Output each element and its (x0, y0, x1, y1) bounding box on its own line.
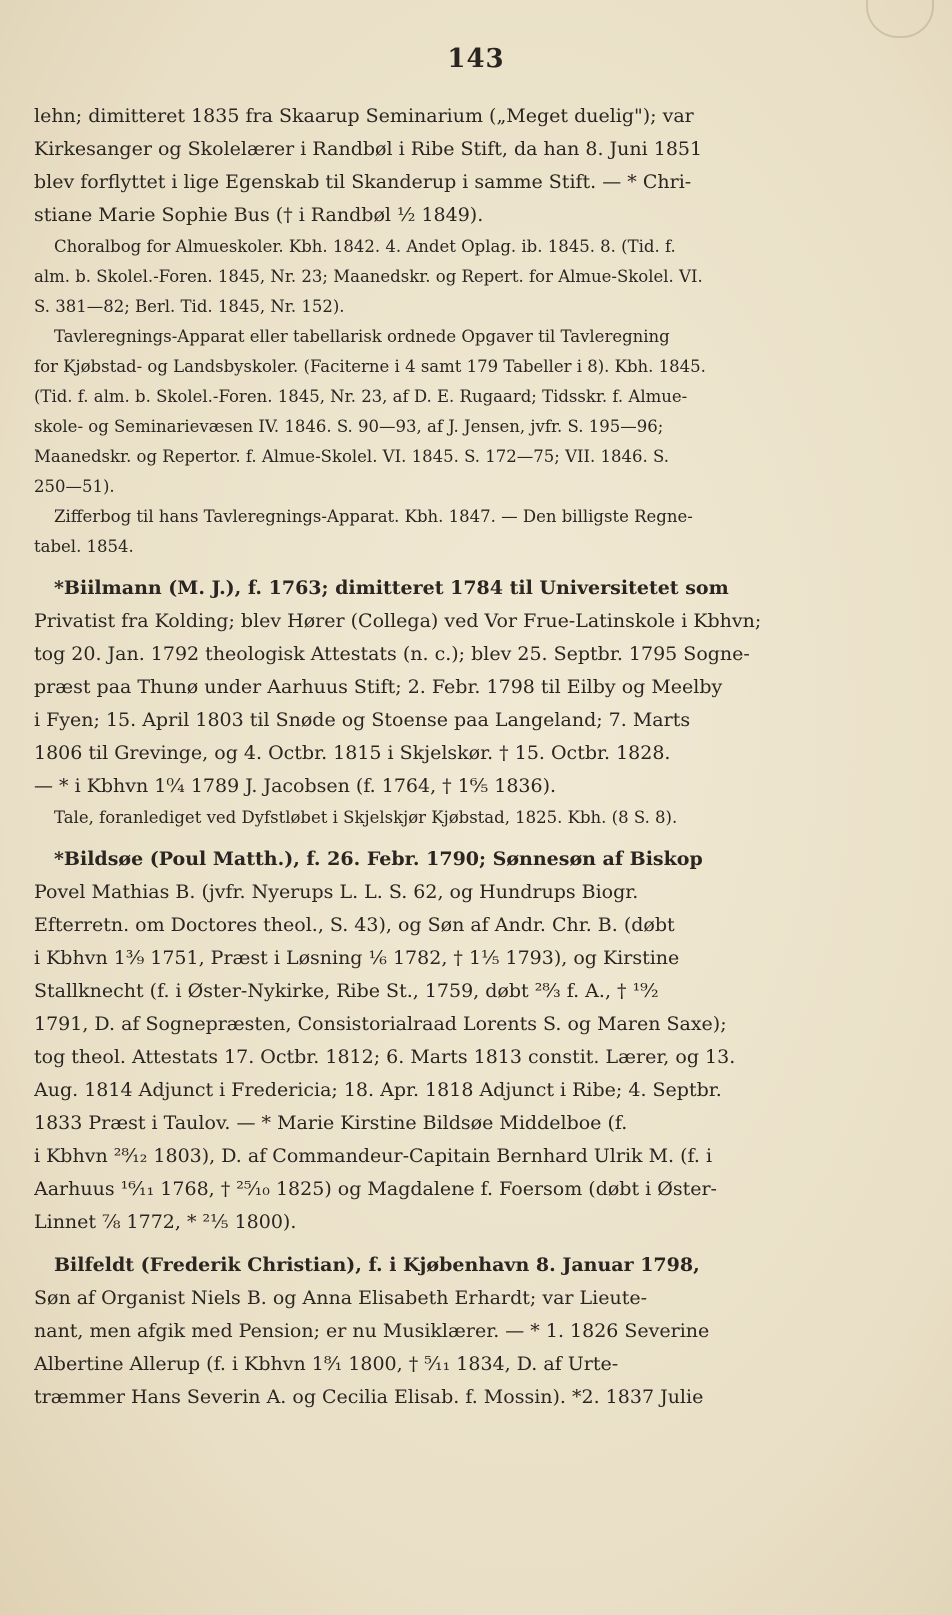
text-line: tog theol. Attestats 17. Octbr. 1812; 6. Marts 1813 constit. Lærer, og 13. (34, 1046, 736, 1068)
text-line: Kirkesanger og Skolelærer i Randbøl i Ribe Stift, da han 8. Juni 1851 (34, 138, 703, 160)
text-line: tog 20. Jan. 1792 theologisk Attestats (n. c.); blev 25. Septbr. 1795 Sogne- (34, 643, 750, 665)
bibliography-choralbog (34, 232, 842, 322)
text-line: Søn af Organist Niels B. og Anna Elisabeth Erhardt; var Lieute- (34, 1287, 647, 1309)
text-line: S. 381—82; Berl. Tid. 1845, Nr. 152). (34, 297, 345, 316)
page-number: 143 (447, 44, 505, 74)
text-line: Zifferbog til hans Tavleregnings-Apparat. Kbh. 1847. — Den billigste Regne- (54, 507, 693, 526)
text-line: 1833 Præst i Taulov. — * Marie Kirstine Bildsøe Middelboe (f. (34, 1112, 628, 1134)
text-line: Povel Mathias B. (jvfr. Nyerups L. L. S. 62, og Hundrups Biogr. (34, 881, 639, 903)
text-line: 1791, D. af Sognepræsten, Consistorialraad Lorents S. og Maren Saxe); (34, 1013, 727, 1035)
entry-bildsoe (34, 843, 842, 1239)
text-line: Choralbog for Almueskoler. Kbh. 1842. 4. Andet Oplag. ib. 1845. 8. (Tid. f. (54, 237, 676, 256)
text-line: lehn; dimitteret 1835 fra Skaarup Seminarium („Meget duelig"); var (34, 105, 694, 127)
text-line: alm. b. Skolel.-Foren. 1845, Nr. 23; Maanedskr. og Repert. for Almue-Skolel. VI. (34, 267, 703, 286)
text-line: 250—51). (34, 477, 115, 496)
text-line: (Tid. f. alm. b. Skolel.-Foren. 1845, Nr. 23, af D. E. Rugaard; Tidsskr. f. Almue- (34, 387, 688, 406)
entry-heading-line: *Bildsøe (Poul Matth.), f. 26. Febr. 1790; Sønnesøn af Biskop (54, 848, 703, 870)
text-line: Aarhuus ¹⁶⁄₁₁ 1768, † ²⁵⁄₁₀ 1825) og Magdalene f. Foersom (døbt i Øster- (34, 1178, 717, 1200)
text-line: Maanedskr. og Repertor. f. Almue-Skolel. VI. 1845. S. 172—75; VII. 1846. S. (34, 447, 669, 466)
text-line: — * i Kbhvn 1⁰⁄₄ 1789 J. Jacobsen (f. 1764, † 1⁶⁄₅ 1836). (34, 775, 557, 797)
text-line: tabel. 1854. (34, 537, 134, 556)
text-line: for Kjøbstad- og Landsbyskoler. (Faciterne i 4 samt 179 Tabeller i 8). Kbh. 1845. (34, 357, 706, 376)
text-line: skole- og Seminarievæsen IV. 1846. S. 90—93, af J. Jensen, jvfr. S. 195—96; (34, 417, 664, 436)
entry-heading-line: *Biilmann (M. J.), f. 1763; dimitteret 1784 til Universitetet som (54, 577, 729, 599)
bibliography-tale (34, 803, 842, 833)
text-line: Tale, foranlediget ved Dyfstløbet i Skjelskjør Kjøbstad, 1825. Kbh. (8 S. 8). (54, 808, 678, 827)
text-line: Aug. 1814 Adjunct i Fredericia; 18. Apr. 1818 Adjunct i Ribe; 4. Septbr. (34, 1079, 722, 1101)
text-line: Stallknecht (f. i Øster-Nykirke, Ribe St., 1759, døbt ²⁸⁄₃ f. A., † ¹⁹⁄₂ (34, 980, 659, 1002)
entry-heading-line: Bilfeldt (Frederik Christian), f. i Kjøbenhavn 8. Januar 1798, (54, 1254, 700, 1276)
paragraph-continuation (34, 100, 842, 232)
text-line: Linnet ⅞ 1772, * ²¹⁄₅ 1800). (34, 1211, 297, 1233)
text-line: nant, men afgik med Pension; er nu Musiklærer. — * 1. 1826 Severine (34, 1320, 710, 1342)
text-line: Tavleregnings-Apparat eller tabellarisk ordnede Opgaver til Tavleregning (54, 327, 670, 346)
bibliography-zifferbog (34, 502, 842, 562)
text-line: 1806 til Grevinge, og 4. Octbr. 1815 i Skjelskør. † 15. Octbr. 1828. (34, 742, 671, 764)
entry-bilfeldt (34, 1249, 842, 1414)
page-text (34, 100, 842, 1414)
text-line: blev forflyttet i lige Egenskab til Skanderup i samme Stift. — * Chri- (34, 171, 692, 193)
text-line: Albertine Allerup (f. i Kbhvn 1⁸⁄₁ 1800, † ⁵⁄₁₁ 1834, D. af Urte- (34, 1353, 619, 1375)
paper-stain (866, 0, 934, 38)
text-line: Privatist fra Kolding; blev Hører (Collega) ved Vor Frue-Latinskole i Kbhvn; (34, 610, 762, 632)
text-line: i Kbhvn ²⁸⁄₁₂ 1803), D. af Commandeur-Capitain Bernhard Ulrik M. (f. i (34, 1145, 713, 1167)
text-line: træmmer Hans Severin A. og Cecilia Elisab. f. Mossin). *2. 1837 Julie (34, 1386, 704, 1408)
bibliography-tavleregning (34, 322, 842, 502)
text-line: Efterretn. om Doctores theol., S. 43), og Søn af Andr. Chr. B. (døbt (34, 914, 675, 936)
text-line: præst paa Thunø under Aarhuus Stift; 2. Febr. 1798 til Eilby og Meelby (34, 676, 723, 698)
entry-biilmann (34, 572, 842, 803)
text-line: i Kbhvn 1³⁄₉ 1751, Præst i Løsning ⅙ 1782, † 1¹⁄₅ 1793), og Kirstine (34, 947, 680, 969)
text-line: stiane Marie Sophie Bus († i Randbøl ½ 1849). (34, 204, 484, 226)
text-line: i Fyen; 15. April 1803 til Snøde og Stoense paa Langeland; 7. Marts (34, 709, 691, 731)
